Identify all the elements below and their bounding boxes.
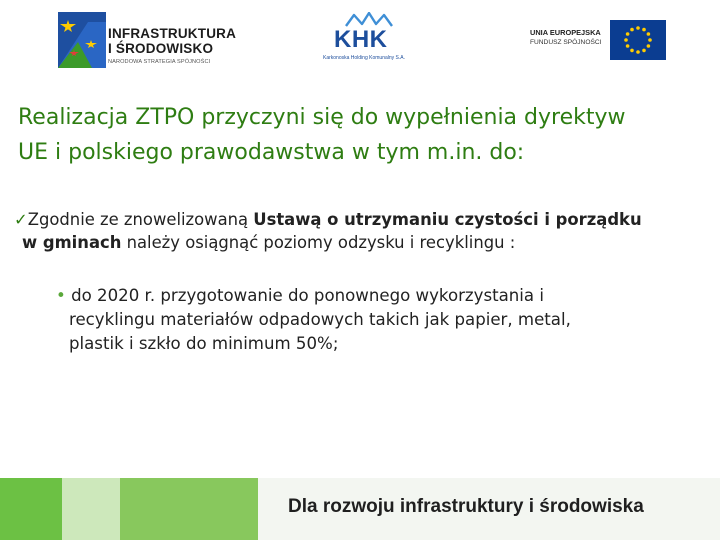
infrastruktura-logo-line2: I ŚRODOWISKO (108, 41, 214, 56)
slide-title (18, 100, 708, 170)
eu-logo (530, 20, 670, 64)
point-bold-b: w gminach (22, 233, 122, 252)
khk-logo-subtitle: Karkonoska Holding Komunalny S.A. (323, 55, 405, 61)
point-text-a: Zgodnie ze znowelizowaną (27, 210, 254, 229)
eu-logo-line2: FUNDUSZ SPÓJNOŚCI (530, 39, 602, 46)
infrastruktura-emblem-icon (58, 12, 106, 68)
khk-logo (315, 12, 425, 64)
checkmark-point (14, 208, 714, 254)
footer-slogan: Dla rozwoju infrastruktury i środowiska (288, 496, 644, 517)
infrastruktura-logo-line3: NARODOWA STRATEGIA SPÓJNOŚCI (108, 59, 211, 65)
khk-logo-letters: KHK (334, 26, 388, 53)
sub-point-line3: plastik i szkło do minimum 50%; (69, 334, 339, 353)
bullet-icon: • (56, 286, 66, 305)
checkmark-icon: ✓ (14, 210, 28, 229)
sub-point-line1: do 2020 r. przygotowanie do ponownego wykorzystania i (71, 286, 544, 305)
point-bold-a: Ustawą o utrzymaniu czystości i porządku (253, 210, 642, 229)
slide-title-line1: Realizacja ZTPO przyczyni się do wypełnienia dyrektyw (18, 105, 626, 130)
point-text-b: należy osiągnąć poziomy odzysku i recyklingu : (121, 233, 516, 252)
footer-stripe (0, 478, 62, 540)
infrastruktura-logo-line1: INFRASTRUKTURA (108, 26, 237, 41)
eu-logo-line1: UNIA EUROPEJSKA (530, 28, 601, 37)
slide-title-line2: UE i polskiego prawodawstwa w tym m.in. do: (18, 140, 525, 165)
footer-stripe (62, 478, 120, 540)
footer-stripe (120, 478, 258, 540)
sub-point-line2: recyklingu materiałów odpadowych takich jak papier, metal, (69, 310, 571, 329)
footer-band (0, 478, 720, 540)
eu-flag-icon (610, 20, 666, 60)
infrastruktura-logo (58, 12, 238, 68)
sub-bullet-point (56, 284, 676, 356)
